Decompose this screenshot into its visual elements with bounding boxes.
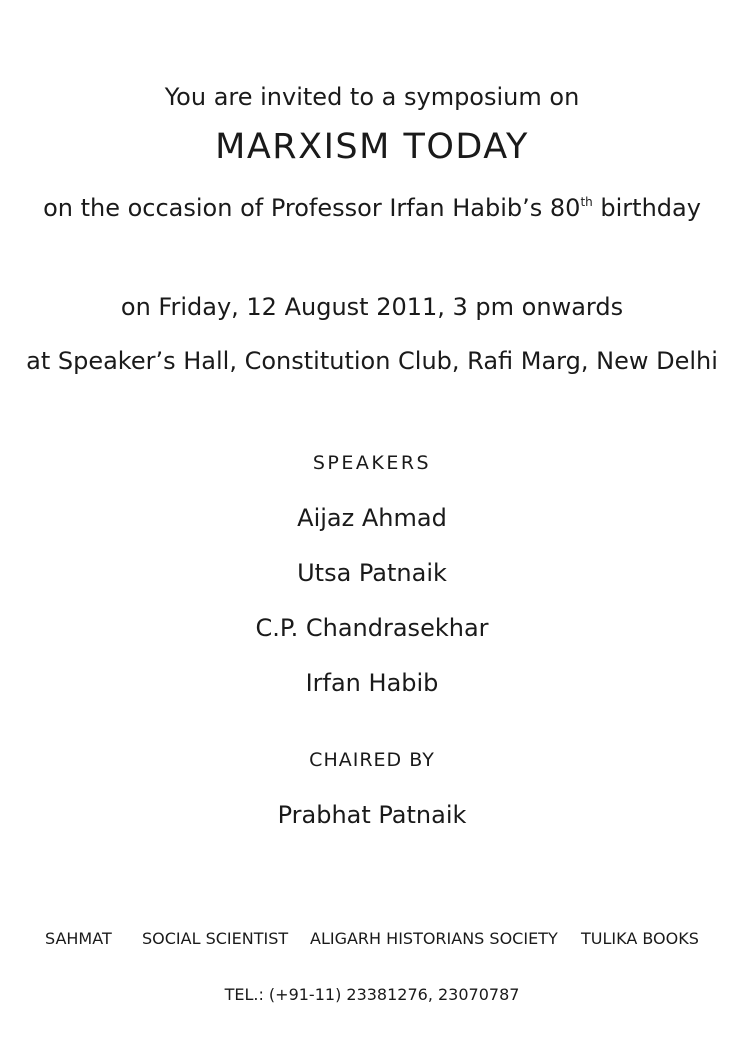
occasion-line	[0, 196, 744, 220]
organiser: ALIGARH HISTORIANS SOCIETY	[310, 929, 558, 948]
organiser: SAHMAT	[45, 929, 112, 948]
organisers-row	[0, 931, 744, 953]
ordinal-suffix: th	[580, 195, 593, 209]
chaired-by-heading: CHAIRED BY	[309, 749, 435, 771]
contact-phone: TEL.: (+91-11) 23381276, 23070787	[224, 985, 520, 1004]
event-venue: at Speaker’s Hall, Constitution Club, Rafi Marg, New Delhi	[26, 347, 718, 375]
invitation-intro: You are invited to a symposium on	[164, 83, 580, 111]
speakers-heading: SPEAKERS	[312, 452, 432, 474]
speaker-name: Irfan Habib	[305, 669, 439, 697]
speaker-name: C.P. Chandrasekhar	[255, 614, 489, 642]
occasion-text: on the occasion of Professor Irfan Habib’s 80	[43, 194, 581, 222]
organiser: SOCIAL SCIENTIST	[142, 929, 289, 948]
occasion-text-end: birthday	[592, 194, 701, 222]
organiser: TULIKA BOOKS	[581, 929, 699, 948]
chair-name: Prabhat Patnaik	[277, 801, 467, 829]
event-date: on Friday, 12 August 2011, 3 pm onwards	[120, 293, 624, 321]
speaker-name: Aijaz Ahmad	[297, 504, 447, 532]
speaker-name: Utsa Patnaik	[297, 559, 447, 587]
symposium-title: MARXISM TODAY	[215, 127, 529, 167]
